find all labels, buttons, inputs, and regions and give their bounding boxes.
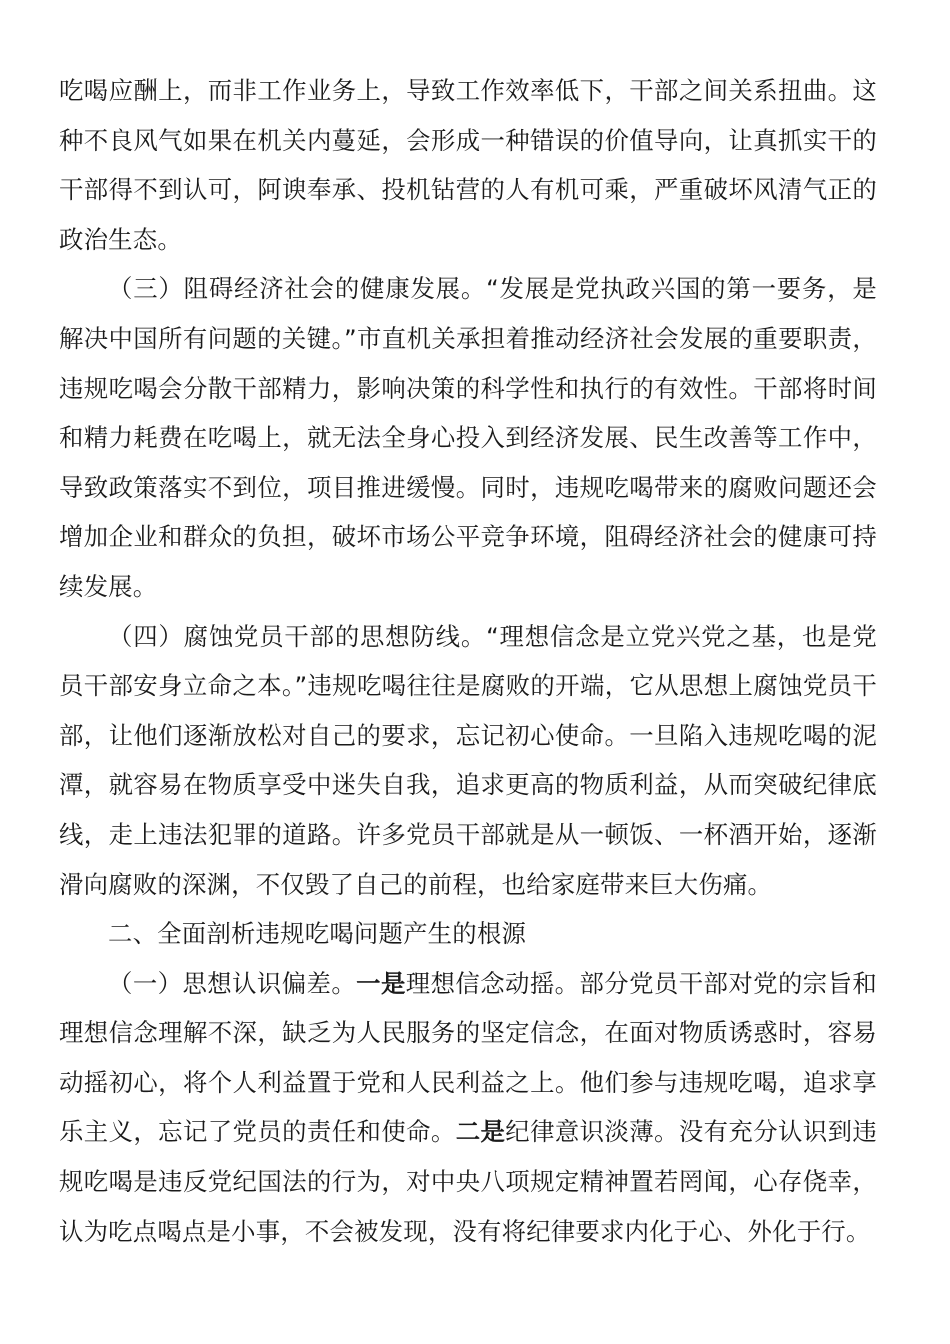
paragraph-section-4: （四）腐蚀党员干部的思想防线。“理想信念是立党兴党之基，也是党员干部安身立命之本。”违规吃喝往往是腐败的开端，它从思想上腐蚀党员干部，让他们逐渐放松对自己的要求，忘记初心使命。一旦陷入违规吃喝的泥潭，就容易在物质享受中迷失自我，追求更高的物质利益，从而突破纪律底线，走上违法犯罪的道路。许多党员干部就是从一顿饭、一杯酒开始，逐渐滑向腐败的深渊，不仅毁了自己的前程，也给家庭带来巨大伤痛。 [59, 621, 877, 899]
paragraph-subsection-1 [59, 959, 877, 1257]
subsection-lead: （一）思想认识偏差。 [108, 968, 357, 998]
subsection-tail: 纪律意识淡薄。没有充分认识到违规吃喝是违反党纪国法的行为，对中央八项规定精神置若罔闻，心存侥幸，认为吃点喝点是小事，不会被发现，没有将纪律要求内化于心、外化于行。 [59, 1117, 877, 1246]
paragraph-continuation: 吃喝应酬上，而非工作业务上，导致工作效率低下，干部之间关系扭曲。这种不良风气如果在机关内蔓延，会形成一种错误的价值导向，让真抓实干的干部得不到认可，阿谀奉承、投机钻营的人有机可乘，严重破坏风清气正的政治生态。 [59, 76, 877, 254]
document-body [59, 66, 877, 1256]
subsection-middle: 理想信念动摇。部分党员干部对党的宗旨和理想信念理解不深，缺乏为人民服务的坚定信念，在面对物质诱惑时，容易动摇初心，将个人利益置于党和人民利益之上。他们参与违规吃喝，追求享乐主义，忘记了党员的责任和使命。 [59, 968, 877, 1147]
bold-marker-second: 二是 [455, 1117, 506, 1147]
section-heading-2: 二、全面剖析违规吃喝问题产生的根源 [108, 919, 527, 949]
bold-marker-first: 一是 [356, 968, 406, 998]
paragraph-section-3: （三）阻碍经济社会的健康发展。“发展是党执政兴国的第一要务，是解决中国所有问题的关键。”市直机关承担着推动经济社会发展的重要职责，违规吃喝会分散干部精力，影响决策的科学性和执行的有效性。干部将时间和精力耗费在吃喝上，就无法全身心投入到经济发展、民生改善等工作中，导致政策落实不到位，项目推进缓慢。同时，违规吃喝带来的腐败问题还会增加企业和群众的负担，破坏市场公平竞争环境，阻碍经济社会的健康可持续发展。 [59, 274, 877, 601]
